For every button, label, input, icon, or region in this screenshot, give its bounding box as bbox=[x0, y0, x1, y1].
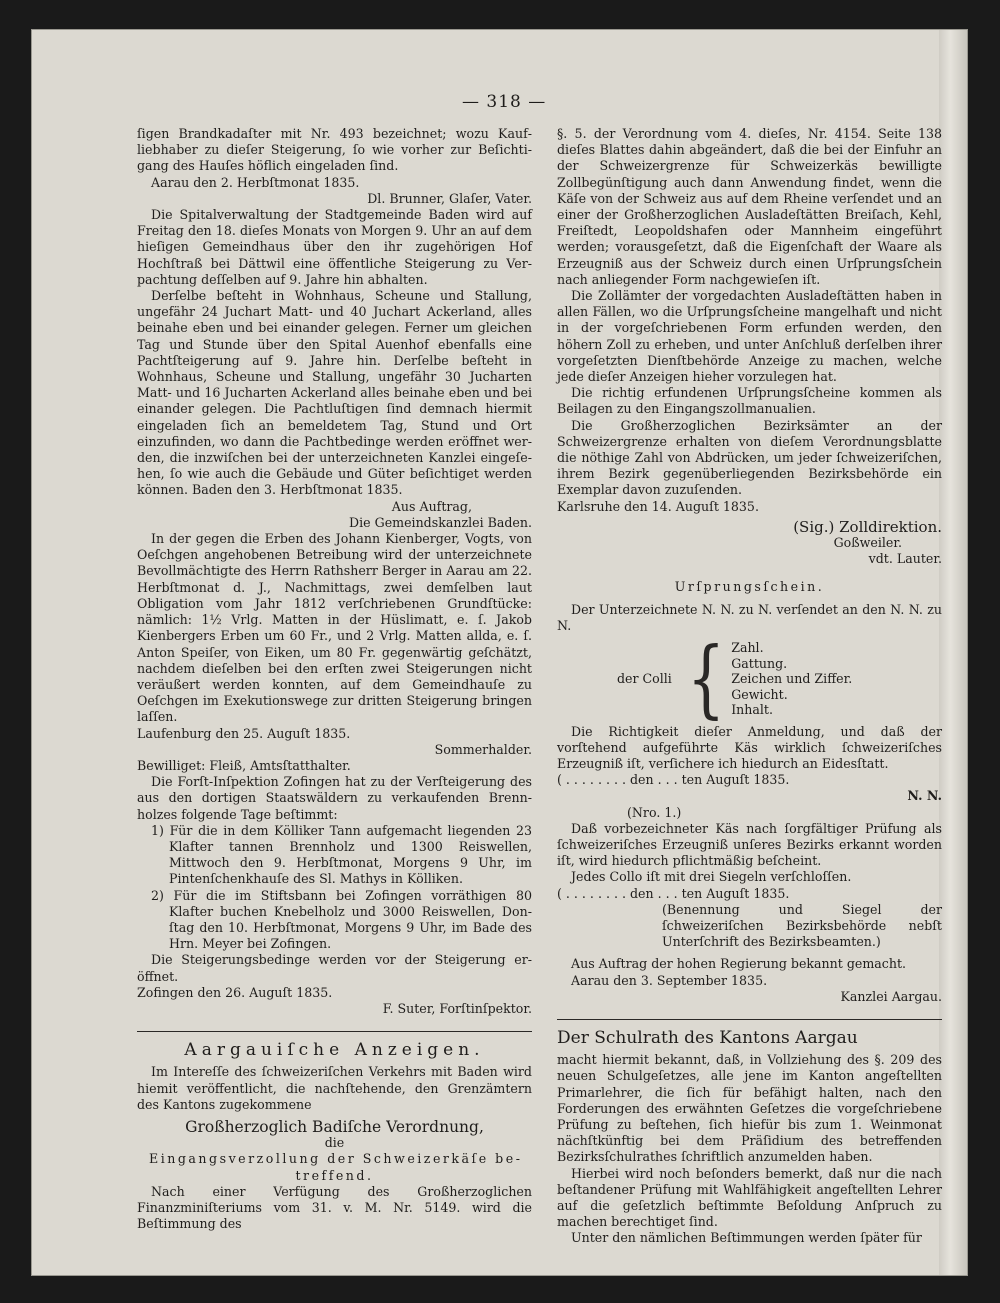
paragraph: Die Spitalverwaltung der Stadtgemeinde Baden wird auf Freitag den 18. dieſes Monats von Morgen 9. Uhr an auf dem hieſigen Gemeindhaus über den ihr zugehörigen Hof Hochſtraß bei Dättwil eine öffentliche Steigerung zu Verpachtung deſſelben auf 9. Jahre hin abhalten. bbox=[137, 207, 532, 287]
signature bbox=[557, 519, 942, 535]
signature: F. Suter, Forſtinſpektor. bbox=[382, 1000, 532, 1016]
date-line: Karlsruhe den 14. Auguſt 1835. bbox=[557, 498, 759, 514]
paragraph: Nach einer Verfügung des Großherzoglichen Finanzminiſteriums vom 31. v. M. Nr. 5149. wird die Beſtimmung des bbox=[137, 1183, 532, 1232]
signature: Sommerhalder. bbox=[434, 741, 532, 757]
paragraph: Die Steigerungsbedinge werden vor der Steigerung eröffnet. bbox=[137, 952, 532, 984]
paragraph: Die Zollämter der vorgedachten Ausladeſtätten haben in allen Fällen, wo die Urſprungsſcheine mangelhaft und nicht in der vorgeſchriebenen Form erfunden werden, den höhern Zoll zu erheben, und unter Anſchluß derſelben ihrer vorgeſetzten Dienſtbehörde Anzeige zu machen, welche jede dieſer Anzeigen hieher vorzulegen hat. bbox=[557, 288, 942, 385]
form-title: Urſprungsſchein. bbox=[674, 579, 825, 595]
page-edge bbox=[939, 30, 967, 1275]
date-line: Laufenburg den 25. Auguſt 1835. bbox=[137, 725, 351, 741]
list-item: 1) Für die in dem Kölliker Tann aufgemacht liegenden 23 Klafter tannen Brennholz und 1300 Reiswellen, Mittwoch den 9. Herbſtmonat, Morgens 9 Uhr, im Pintenſchenkhauſe des Sl. Mathys in Kölliken. bbox=[151, 822, 532, 887]
section-title: Aargauiſche Anzeigen. bbox=[184, 1040, 485, 1061]
date-line: Zofingen den 26. Auguſt 1835. bbox=[137, 984, 333, 1000]
colli-label: der Colli bbox=[617, 670, 672, 686]
list bbox=[137, 823, 532, 953]
list-item: 2) Für die im Stiftsbann bei Zofingen vorräthigen 80 Klafter buchen Knebelholz und 3000 Reiswellen, Donſtag den 10. Herbſtmonat, Morgens 9 Uhr, im Bade des Hrn. Meyer bei Zofingen. bbox=[151, 887, 532, 952]
list-item: Inhalt. bbox=[731, 702, 773, 718]
paragraph: Die Großherzoglichen Bezirksämter an der Schweizergrenze erhalten von dieſem Verordnungsblatte die nöthige Zahl von Abdrücken, um jeder ſchweizeriſchen, ihrem Bezirk gegenüberliegenden Bezirksbehörde ein Exemplar davon zuzuſenden. bbox=[557, 417, 942, 498]
paragraph: ſigen Brandkadaſter mit Nr. 493 bezeichnet; wozu Kaufliebhaber zu dieſer Steigerung, ſo wie vorher zur Beſichtigang des Hauſes höflich eingeladen ſind. bbox=[137, 126, 532, 174]
paragraph: Derſelbe beſteht in Wohnhaus, Scheune und Stallung, ungefähr 24 Juchart Matt- und 40 Juchart Ackerland, alles beinahe eben und bei einander gelegen. Ferner um gleichen Tag und Stunde über den Spital Auenhof ebenfalls eine Pachtſteigerung auf 9. Jahre hin. Derſelbe beſteht in Wohnhaus, Scheune und Stallung, ungefähr 30 Jucharten Matt- und 16 Jucharten Ackerland alles beinahe eben und bei einander gelegen. Die Pachtluſtigen ſind demnach hiermit eingeladen ſich an bemeldetem Tag, Stund und Ort einzufinden, wo dann die Pachtbedinge werden eröffnet werden, die inzwiſchen bei der unterzeichneten Kanzlei eingeſehen, ſo wie auch die Gebäude und Güter beſichtiget werden können. Baden den 3. Herbſtmonat 1835. bbox=[137, 288, 532, 498]
decree-title: Großherzoglich Badiſche Verordnung, bbox=[185, 1117, 484, 1136]
paragraph: Die richtig erfundenen Urſprungsſcheine kommen als Beilagen zu den Eingangszollmanualien. bbox=[557, 385, 942, 417]
decree-title: die bbox=[324, 1135, 345, 1151]
list-item: Zeichen und Ziffer. bbox=[731, 671, 853, 687]
signature: N. N. bbox=[907, 788, 942, 804]
date-line: ( . . . . . . . . den . . . ten Auguſt 1835. bbox=[557, 772, 790, 788]
section-divider bbox=[137, 1031, 532, 1032]
section-divider bbox=[557, 1019, 942, 1020]
signature: Kanzlei Aargau. bbox=[840, 988, 942, 1004]
right-column bbox=[557, 126, 942, 1247]
decree-title: Eingangsverzollung der Schweizerkäſe betreffend. bbox=[149, 1151, 520, 1183]
list-item: Gewicht. bbox=[731, 686, 788, 702]
paragraph: Jedes Collo iſt mit drei Siegeln verſchloſſen. bbox=[571, 869, 852, 885]
paragraph: In der gegen die Erben des Johann Kienberger, Vogts, von Oeſchgen angehobenen Betreibung wird der unterzeichnete Bevollmächtigte des Herrn Rathsherr Berger in Aarau am 22. Herbſtmonat d. J., Nachmittags, zwei demſelben laut Obligation vom Jahr 1812 verſchriebenen Grundſtücke: nämlich: 1½ Vrlg. Matten in der Hüslimatt, e. ſ. Jakob Kienbergers Erben um 60 Fr., und 2 Vrlg. Matten allda, e. ſ. Anton Speiſer, von Eiken, um 80 Fr. gegenwärtig geſchätzt, nachdem dieſelben bei den erſten zwei Steigerungen nicht veräußert werden konnten, auf dem Gemeindhauſe zu Oeſchgen im Exekutionswege zur dritten Steigerung bringen laſſen. bbox=[137, 531, 532, 725]
sig-name: Zolldirektion. bbox=[839, 517, 942, 536]
paragraph: Daß vorbezeichneter Käs nach ſorgfältiger Prüfung als ſchweizeriſches Erzeugniß unſeres Bezirks erkannt worden iſt, wird hiedurch pflichtmäßig beſcheint. bbox=[557, 820, 942, 869]
paragraph: Hierbei wird noch beſonders bemerkt, daß nur die nach beſtandener Prüfung mit Wahlfähigkeit angeſtellten Lehrer auf die geſetzlich beſtimmte Beſoldung Anſpruch zu machen berechtiget ſind. bbox=[557, 1165, 942, 1230]
list-item: Gattung. bbox=[731, 655, 788, 671]
paragraph: Die Richtigkeit dieſer Anmeldung, und daß der vorſtehend aufgeführte Käs wirklich ſchweizeriſches Erzeugniß iſt, verſichere ich hiedurch an Eidesſtatt. bbox=[557, 723, 942, 771]
brace-icon: { bbox=[687, 629, 726, 728]
paragraph: Der Unterzeichnete N. N. zu N. verſendet an den N. N. zu N. bbox=[557, 601, 942, 633]
paragraph: (Benennung und Siegel der ſchweizeriſchen Bezirksbehörde nebſt Unterſchrift des Bezirksbeamten.) bbox=[662, 901, 942, 950]
approval-line: Bewilliget: Fleiß, Amtsſtatthalter. bbox=[137, 757, 351, 773]
paragraph: Die Forſt-Inſpektion Zofingen hat zu der Verſteigerung des aus den dortigen Staatswäldern zu verkaufenden Brennholzes folgende Tage beſtimmt: bbox=[137, 774, 532, 822]
paragraph: Im Intereſſe des ſchweizeriſchen Verkehrs mit Baden wird hiemit veröffentlicht, die nachſtehende, den Grenzämtern des Kantons zugekommene bbox=[137, 1064, 532, 1112]
form-number: (Nro. 1.) bbox=[627, 804, 682, 820]
paragraph: Aus Auftrag der hohen Regierung bekannt gemacht. bbox=[571, 956, 907, 972]
signature: vdt. Lauter. bbox=[868, 551, 942, 567]
paragraph: Unter den nämlichen Beſtimmungen werden ſpäter für bbox=[571, 1230, 922, 1246]
section-title: Der Schulrath des Kantons Aargau bbox=[557, 1028, 858, 1049]
newspaper-page bbox=[32, 30, 967, 1275]
sig-prefix: (Sig.) bbox=[793, 517, 835, 536]
left-column bbox=[137, 126, 532, 1232]
date-line: ( . . . . . . . . den . . . ten Auguſt 1835. bbox=[557, 885, 790, 901]
date-line: Aarau den 2. Herbſtmonat 1835. bbox=[151, 174, 360, 190]
colli-list bbox=[731, 640, 852, 718]
signature: Goßweiler. bbox=[833, 535, 902, 551]
paragraph: §. 5. der Verordnung vom 4. dieſes, Nr. 4154. Seite 138 dieſes Blattes dahin abgeändert, daß die bei der Einfuhr an der Schweizergrenze für Schweizerkäs bewilligte Zollbegünſtigung auch dann Anwendung findet, wenn die Käſe von der Schweiz aus auf dem Rheine verſendet und an einer der Großherzoglichen Ausladeſtätten Breiſach, Kehl, Freiſtedt, Leopoldshafen oder Mannheim eingeführt werden; vorausgeſetzt, daß die Eigenſchaft der Waare als Erzeugniß aus der Schweiz durch einen Urſprungsſchein nach anliegender Form nachgewieſen iſt. bbox=[557, 126, 942, 287]
paragraph: macht hiermit bekannt, daß, in Vollziehung des §. 209 des neuen Schulgeſetzes, alle jene im Kanton angeſtellten Primarlehrer, die ſich für befähigt halten, nach den Forderungen des erwähnten Geſetzes die vorgeſchriebene Prüfung zu beſtehen, ſich hiefür bis zum 1. Weinmonat nächſtkünftig bei dem Präſidium des betreffenden Bezirksſchulrathes ſchriftlich anzumelden haben. bbox=[557, 1052, 942, 1165]
date-line: Aarau den 3. September 1835. bbox=[571, 972, 768, 988]
colli-table bbox=[617, 629, 942, 728]
signature: Die Gemeindskanzlei Baden. bbox=[349, 514, 532, 530]
page-number: — 318 — bbox=[462, 92, 547, 112]
list-item: Zahl. bbox=[731, 640, 764, 656]
signature: Aus Auftrag, bbox=[391, 498, 472, 514]
signature: Dl. Brunner, Glaſer, Vater. bbox=[367, 190, 532, 206]
